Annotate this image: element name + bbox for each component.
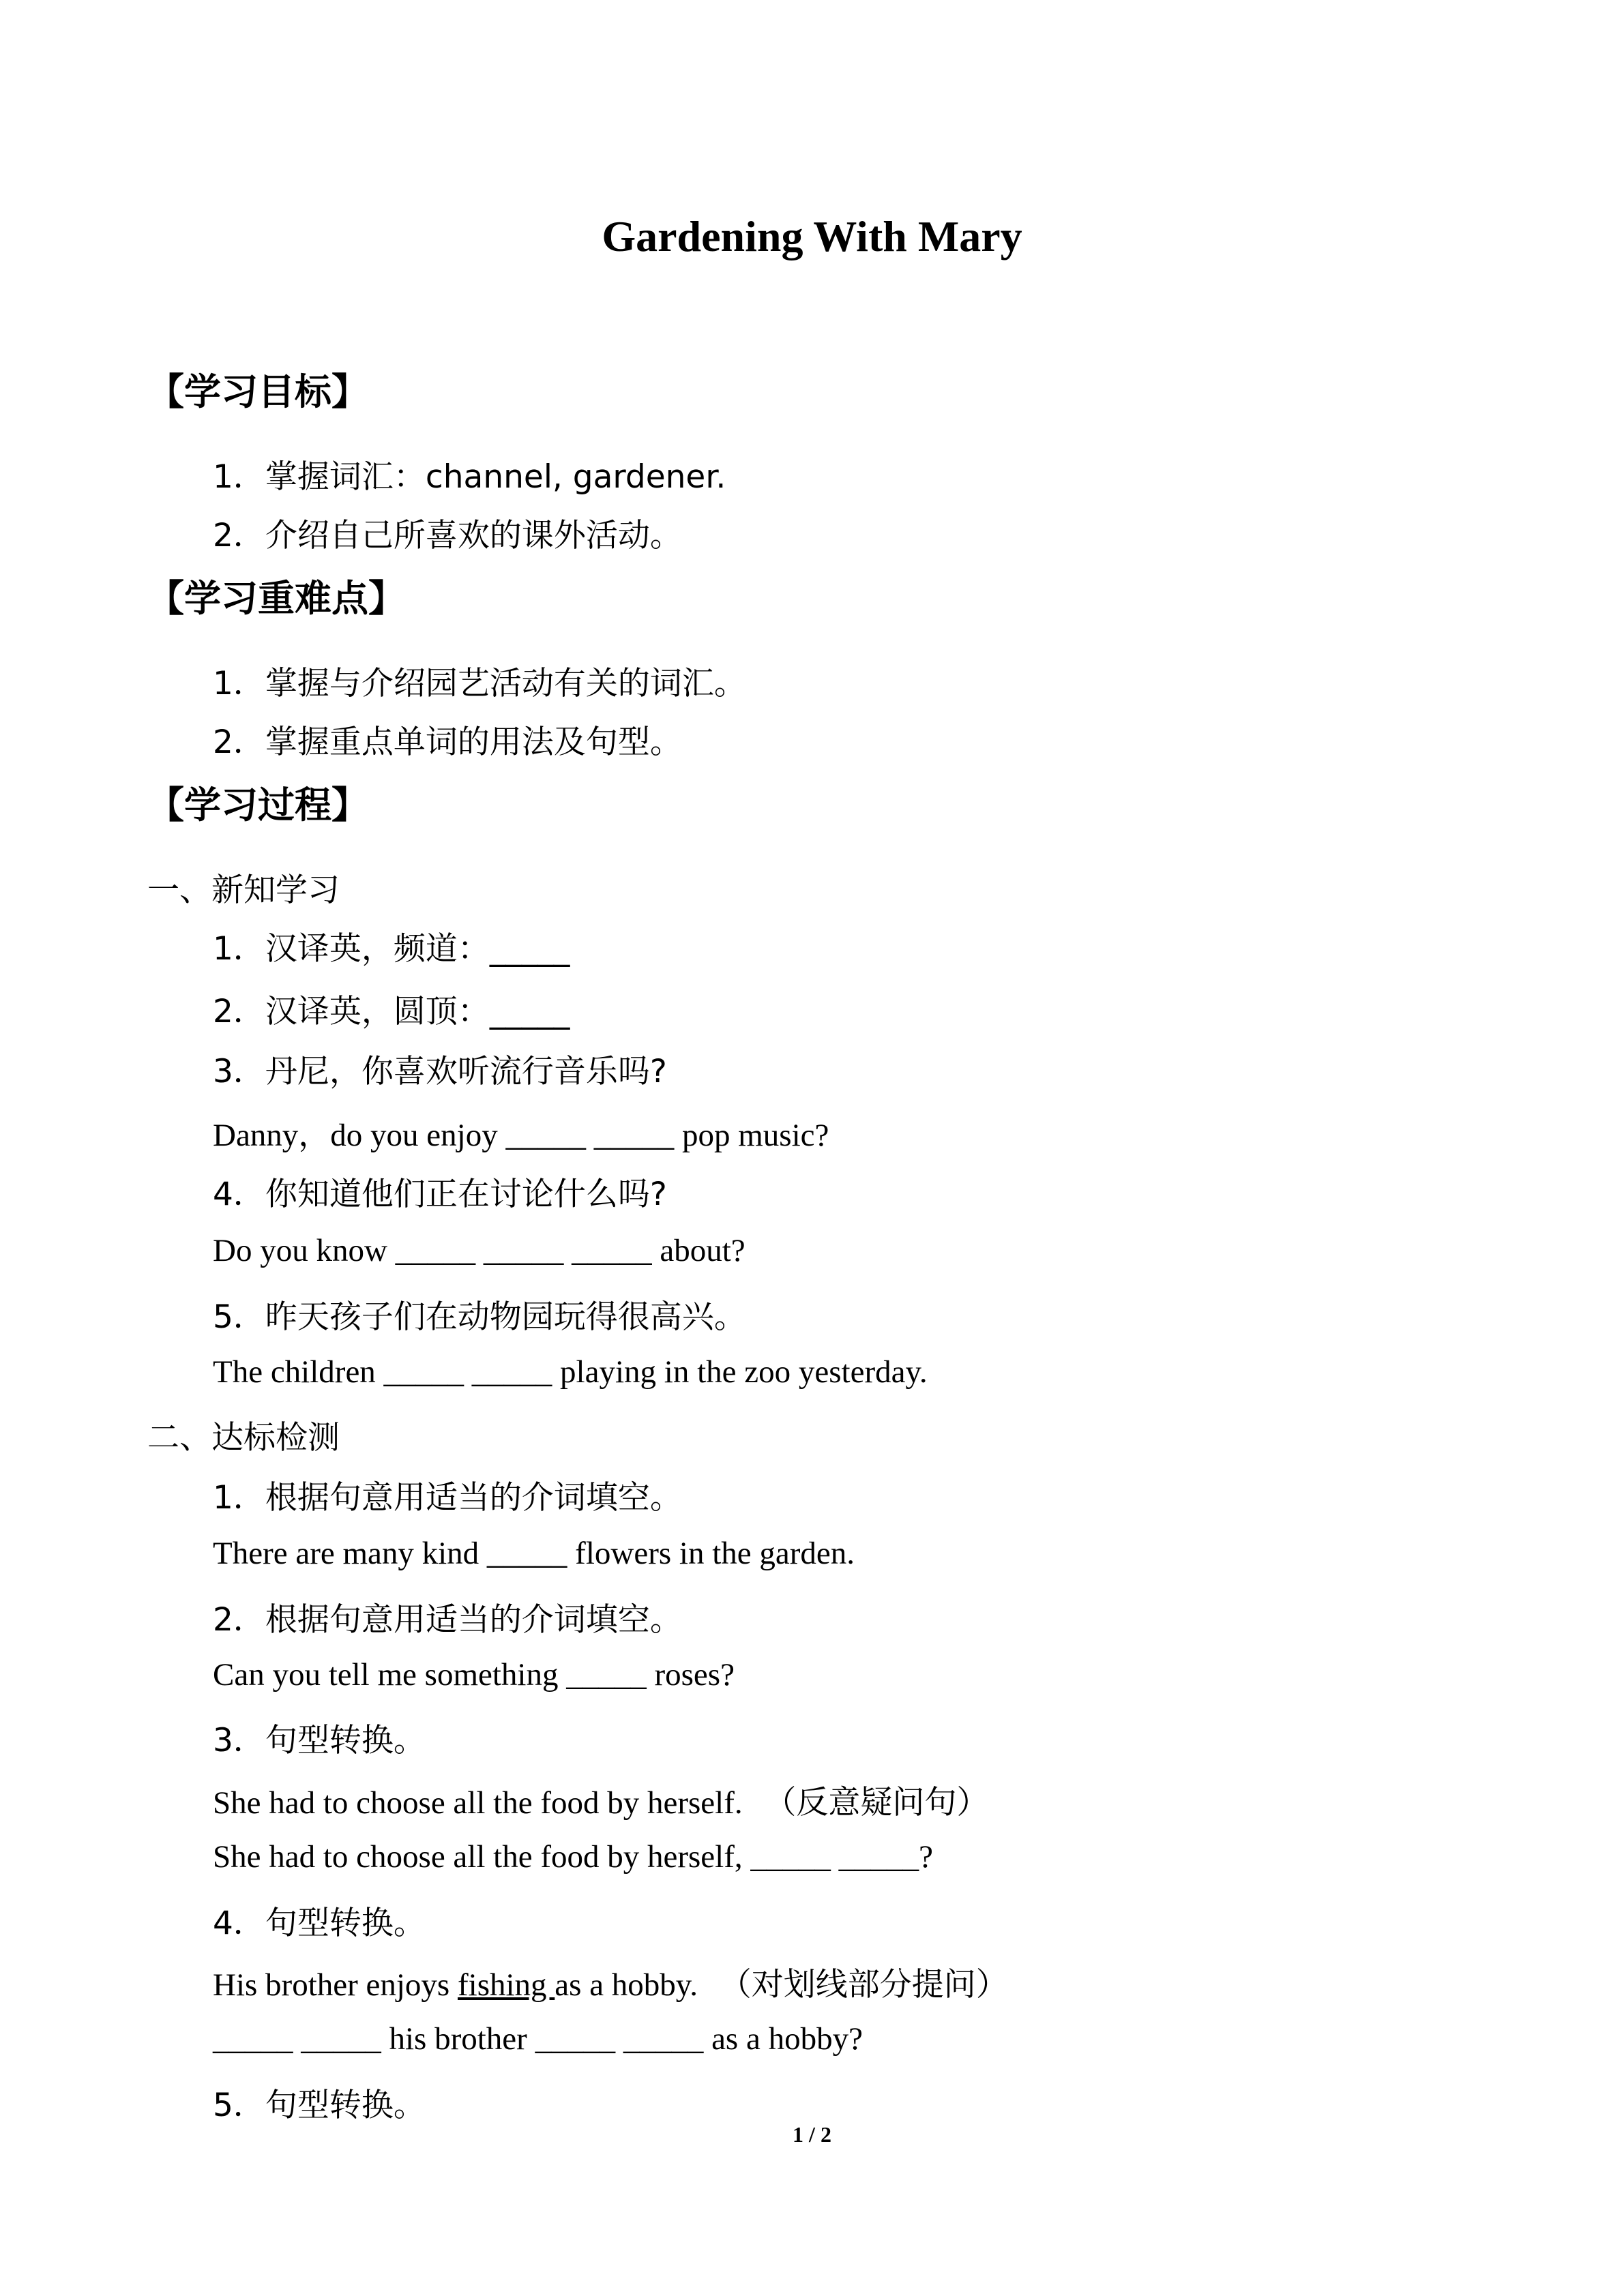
new-item-1: 1．汉译英，频道：_____	[213, 930, 570, 968]
test-item-3-answer: She had to choose all the food by herself, _____ _____?	[213, 1839, 933, 1875]
test-item-3-sentence	[213, 1777, 988, 1823]
new-item-3: 3．丹尼，你喜欢听流行音乐吗?	[213, 1053, 667, 1090]
test-item-2: 2．根据句意用适当的介词填空。	[213, 1601, 682, 1639]
test-item-3: 3．句型转换。	[213, 1722, 426, 1759]
test-item-4-sentence	[213, 1959, 1008, 2005]
section-assessment: 二、达标检测	[147, 1419, 340, 1457]
new-item-2: 2．汉译英，圆顶：_____	[213, 993, 570, 1030]
key-point-2: 2．掌握重点单词的用法及句型。	[213, 724, 682, 761]
page-number: 1 / 2	[793, 2122, 831, 2147]
test-item-4-text-b: as a hobby.	[555, 1967, 698, 2003]
objective-1: 1．掌握词汇：channel, gardener.	[213, 458, 726, 496]
new-item-5-english: The children _____ _____ playing in the zoo yesterday.	[213, 1354, 928, 1390]
heading-learning-objectives: 【学习目标】	[147, 370, 368, 413]
new-item-4-english: Do you know _____ _____ _____ about?	[213, 1233, 745, 1268]
new-item-4: 4．你知道他们正在讨论什么吗?	[213, 1176, 667, 1213]
test-item-5: 5．句型转换。	[213, 2087, 426, 2124]
test-item-4: 4．句型转换。	[213, 1905, 426, 1942]
key-point-1: 1．掌握与介绍园艺活动有关的词汇。	[213, 665, 746, 702]
heading-key-points: 【学习重难点】	[147, 577, 405, 620]
test-item-1-english: There are many kind _____ flowers in the garden.	[213, 1536, 855, 1571]
section-new-knowledge: 一、新知学习	[147, 871, 340, 909]
document-title: Gardening With Mary	[602, 212, 1022, 260]
objective-2: 2．介绍自己所喜欢的课外活动。	[213, 517, 682, 554]
test-item-1: 1．根据句意用适当的介词填空。	[213, 1479, 682, 1517]
test-item-4-text-a: His brother enjoys	[213, 1967, 458, 2003]
test-item-4-note: （对划线部分提问）	[719, 1966, 1008, 2003]
heading-learning-process: 【学习过程】	[147, 784, 368, 826]
test-item-3-sentence-text: She had to choose all the food by herself.	[213, 1785, 743, 1821]
test-item-4-answer: _____ _____ his brother _____ _____ as a hobby?	[213, 2021, 863, 2057]
test-item-3-note: （反意疑问句）	[764, 1784, 989, 1821]
new-item-3-english: Danny，do you enjoy _____ _____ pop music?	[213, 1118, 829, 1153]
underlined-word: fishing	[457, 1967, 555, 2003]
new-item-5: 5．昨天孩子们在动物园玩得很高兴。	[213, 1298, 746, 1336]
test-item-2-english: Can you tell me something _____ roses?	[213, 1657, 735, 1693]
